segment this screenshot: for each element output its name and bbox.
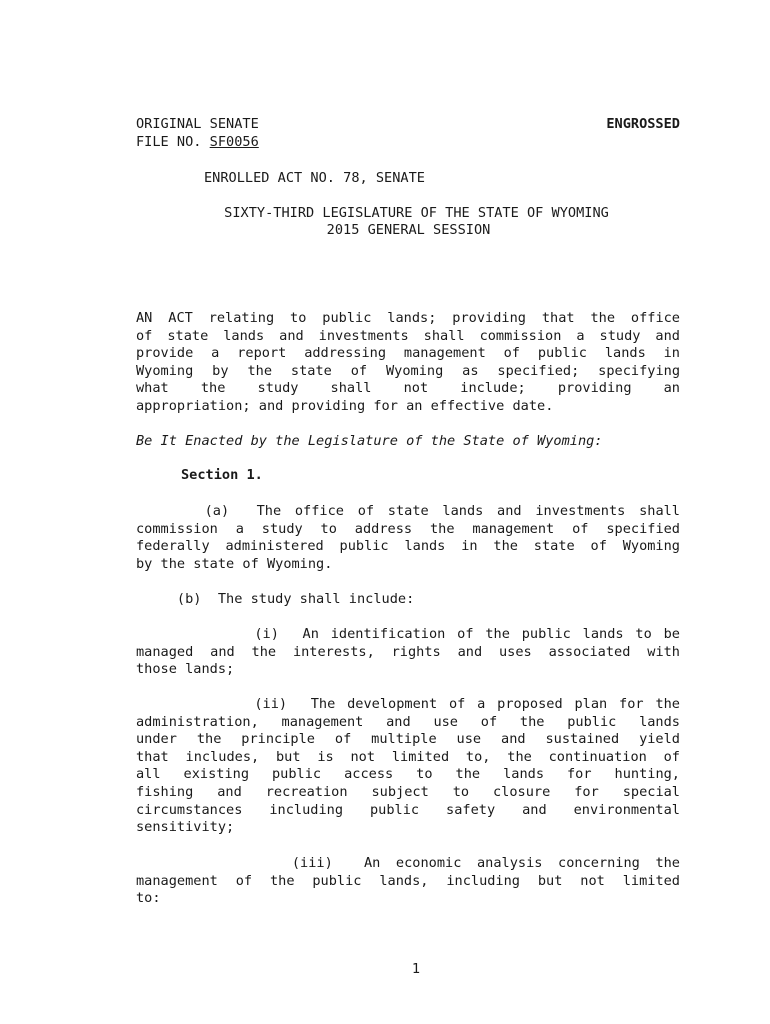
original-senate-label: ORIGINAL SENATE (136, 116, 259, 132)
file-no-label: FILE NO. (136, 134, 210, 150)
paragraph-line: administration, management and use of the public lands (136, 713, 680, 730)
paragraph-line: (i) An identification of the public lands to be (136, 626, 680, 642)
engrossed-label: ENGROSSED (606, 116, 680, 132)
section-heading: Section 1. (181, 467, 263, 483)
paragraph-line: federally administered public lands in the state of Wyoming (136, 538, 680, 555)
paragraph-b: (b) The study shall include: (136, 591, 415, 607)
act-title-line: what the study shall not include; providing an (136, 380, 680, 397)
act-title-line: Wyoming by the state of Wyoming as specified; specifying (136, 362, 680, 379)
paragraph-line: that includes, but is not limited to, the continuation of (136, 748, 680, 765)
paragraph-line: management of the public lands, including but not limited (136, 872, 680, 889)
act-title (136, 310, 680, 416)
page-number: 1 (411, 961, 421, 977)
paragraph-line: under the principle of multiple use and sustained yield (136, 731, 680, 748)
paragraph-a (136, 503, 680, 573)
paragraph-line: commission a study to address the management of specified (136, 520, 680, 537)
act-title-line: appropriation; and providing for an effective date. (136, 397, 554, 414)
act-title-line: of state lands and investments shall commission a study and (136, 327, 680, 344)
file-number (136, 134, 680, 152)
paragraph-line: (iii) An economic analysis concerning the (136, 855, 680, 871)
legislature-heading: SIXTY-THIRD LEGISLATURE OF THE STATE OF WYOMING (224, 205, 609, 221)
paragraph-line: (ii) The development of a proposed plan for the (136, 696, 680, 712)
paragraph-ii (136, 696, 680, 837)
paragraph-line: to: (136, 890, 161, 907)
paragraph-line: those lands; (136, 661, 235, 678)
paragraph-line: circumstances including public safety and environmental (136, 801, 680, 818)
paragraph-i (136, 626, 680, 679)
paragraph-line: managed and the interests, rights and uses associated with (136, 643, 680, 660)
file-no-value: SF0056 (209, 134, 259, 150)
paragraph-line: sensitivity; (136, 819, 235, 836)
enrolled-act-number: ENROLLED ACT NO. 78, SENATE (204, 170, 425, 186)
act-title-line: provide a report addressing management of public lands in (136, 345, 680, 362)
paragraph-iii (136, 855, 680, 908)
paragraph-line: all existing public access to the lands for hunting, (136, 766, 680, 783)
paragraph-line: by the state of Wyoming. (136, 555, 333, 572)
act-title-line: AN ACT relating to public lands; providing that the office (136, 310, 680, 326)
paragraph-line: (a) The office of state lands and investments shall (136, 503, 680, 519)
session-heading: 2015 GENERAL SESSION (326, 222, 491, 238)
paragraph-line: fishing and recreation subject to closure for special (136, 783, 680, 800)
enacting-clause: Be It Enacted by the Legislature of the State of Wyoming: (136, 433, 603, 449)
